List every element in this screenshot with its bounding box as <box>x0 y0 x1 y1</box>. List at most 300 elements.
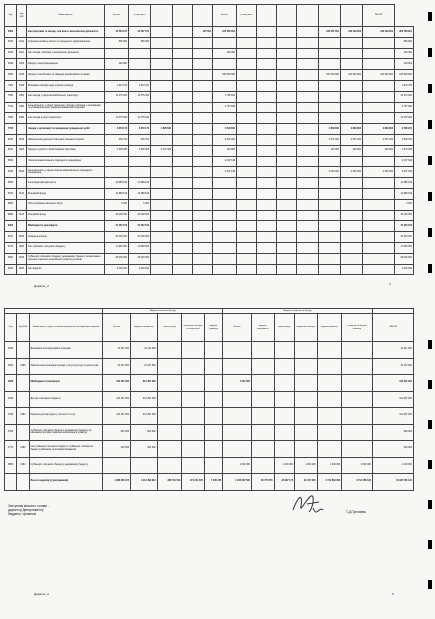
bottom-sheet-footer-right: 5 <box>392 592 394 596</box>
group-header-general-fund: Видатки загального фонду <box>103 309 223 314</box>
amount-cell: 4 879 172 <box>105 124 129 135</box>
amount-cell <box>297 145 319 156</box>
amount-cell <box>193 167 213 178</box>
amount-cell: 300 000 <box>372 441 413 458</box>
amount-cell <box>151 102 173 113</box>
amount-cell <box>319 188 341 199</box>
amount-cell <box>257 167 277 178</box>
program-name-cell: Інші субвенції з місцевого бюджету. Субвенція з обласного бюджету районним та місцевим бюджетам <box>29 441 103 458</box>
program-name-cell: Інші заходи у сфері автомобільного транспорту <box>27 91 105 102</box>
amount-cell <box>257 37 277 48</box>
amount-cell <box>297 242 319 253</box>
amount-cell <box>274 375 294 392</box>
amount-cell: 313 497 000 <box>103 408 131 425</box>
scan-marker <box>428 580 432 589</box>
amount-cell <box>173 70 193 81</box>
amount-cell <box>363 156 395 167</box>
amount-cell <box>341 156 363 167</box>
amount-cell <box>277 221 297 232</box>
amount-cell <box>251 358 274 375</box>
amount-cell <box>363 199 395 210</box>
amount-cell <box>363 59 395 70</box>
table-row <box>5 167 414 178</box>
amount-cell <box>157 457 182 474</box>
program-code-cell: 9100 <box>5 391 17 408</box>
column-header: оплата праці <box>274 314 294 342</box>
amount-cell <box>105 156 129 167</box>
fkv-code-cell: 0133 <box>17 134 27 145</box>
table-row <box>5 27 414 38</box>
amount-cell <box>213 188 237 199</box>
amount-cell: 336 700 <box>105 134 129 145</box>
handwritten-signature <box>289 490 329 520</box>
program-code-cell: 9110 <box>5 232 17 243</box>
table-row <box>5 253 414 264</box>
amount-cell: 1 813 700 <box>105 80 129 91</box>
amount-cell <box>297 167 319 178</box>
amount-cell: 1 813 700 <box>129 80 151 91</box>
amount-cell <box>257 242 277 253</box>
fkv-code-cell <box>17 424 29 441</box>
table-row <box>5 37 414 48</box>
amount-cell <box>341 37 363 48</box>
program-name-cell: Міжбюджетні трансферти <box>27 221 105 232</box>
amount-cell <box>341 242 363 253</box>
amount-cell <box>193 134 213 145</box>
amount-cell: 22 437 500 <box>103 358 131 375</box>
amount-cell <box>294 358 317 375</box>
amount-cell <box>193 145 213 156</box>
scan-marker <box>428 500 432 509</box>
amount-cell <box>277 102 297 113</box>
amount-cell <box>319 91 341 102</box>
program-name-cell: Інші видатки <box>27 264 105 275</box>
program-name-cell: Заходи із запобігання та ліквідації надзвичайних ситуацій <box>27 70 105 81</box>
fkv-code-cell: 0180 <box>17 358 29 375</box>
amount-cell <box>173 102 193 113</box>
amount-cell <box>151 70 173 81</box>
amount-cell <box>297 91 319 102</box>
amount-cell <box>251 408 274 425</box>
amount-cell: 2 757 669 <box>395 102 414 113</box>
amount-cell <box>297 124 319 135</box>
amount-cell: 800 000 <box>372 424 413 441</box>
amount-cell: 836 000 <box>395 37 414 48</box>
amount-cell <box>257 199 277 210</box>
amount-cell <box>204 375 222 392</box>
amount-cell <box>319 178 341 189</box>
column-header: оплата праці <box>157 314 182 342</box>
table-row <box>5 199 414 210</box>
amount-cell: 2 007 649 <box>395 156 414 167</box>
amount-cell <box>182 375 205 392</box>
amount-cell: 2 049 000 <box>319 167 341 178</box>
scan-marker <box>428 192 432 201</box>
amount-cell <box>297 253 319 264</box>
program-name-cell: Резервний фонд <box>27 188 105 199</box>
amount-cell <box>257 188 277 199</box>
amount-cell: 3 714 458 313 <box>342 474 373 491</box>
amount-cell: 1 000 000 <box>372 457 413 474</box>
amount-cell <box>251 375 274 392</box>
amount-cell: 183 549 900 <box>319 70 341 81</box>
program-code-cell: 3630 <box>5 48 17 59</box>
scan-marker <box>428 264 432 273</box>
amount-cell <box>341 210 363 221</box>
amount-cell <box>342 408 373 425</box>
amount-cell: 28 000 000 <box>105 253 129 264</box>
program-code-cell: 3640 <box>5 59 17 70</box>
column-header: видатки споживання <box>251 314 274 342</box>
amount-cell <box>257 124 277 135</box>
amount-cell <box>173 253 193 264</box>
amount-cell <box>151 264 173 275</box>
amount-cell <box>277 178 297 189</box>
amount-cell <box>251 391 274 408</box>
amount-cell <box>151 199 173 210</box>
amount-cell: 166 449 000 <box>363 27 395 38</box>
amount-cell <box>105 167 129 178</box>
amount-cell <box>129 59 151 70</box>
amount-cell: 313 497 000 <box>131 408 158 425</box>
amount-cell <box>294 342 317 359</box>
amount-cell <box>319 37 341 48</box>
amount-cell <box>182 424 205 441</box>
amount-cell: 280 791 519 <box>157 474 182 491</box>
fkv-code-cell: 0490 <box>17 113 27 124</box>
amount-cell: 5 000 <box>129 199 151 210</box>
amount-cell: 7 345 200 <box>204 474 222 491</box>
amount-cell <box>213 199 237 210</box>
program-code-cell: 8900 <box>5 210 17 221</box>
table-row <box>5 232 414 243</box>
amount-cell: 1 000 000 <box>317 457 342 474</box>
program-code-cell: 7500 <box>5 91 17 102</box>
amount-cell <box>193 70 213 81</box>
signature-title-line2: директор Департаменту <box>8 508 44 512</box>
table-row <box>5 145 414 156</box>
amount-cell: 14 888 619 <box>129 188 151 199</box>
amount-cell: 183 549 900 <box>363 70 395 81</box>
column-header: Найменування <box>27 5 105 27</box>
amount-cell <box>363 264 395 275</box>
amount-cell <box>173 221 193 232</box>
amount-cell <box>223 342 252 359</box>
table-row <box>5 91 414 102</box>
amount-cell <box>105 70 129 81</box>
fkv-code-cell <box>17 474 29 491</box>
amount-cell: 2 049 000 <box>341 167 363 178</box>
amount-cell <box>173 210 193 221</box>
amount-cell: 1 000 000 <box>223 457 252 474</box>
table-row <box>5 210 414 221</box>
amount-cell: 313 497 000 <box>103 391 131 408</box>
amount-cell <box>317 441 342 458</box>
amount-cell <box>129 48 151 59</box>
amount-cell <box>204 457 222 474</box>
amount-cell <box>341 221 363 232</box>
amount-cell <box>257 221 277 232</box>
column-header: Всього <box>223 314 252 342</box>
amount-cell <box>223 424 252 441</box>
column-header: Код ФКВ <box>17 5 27 27</box>
amount-cell <box>297 178 319 189</box>
amount-cell <box>173 27 193 38</box>
program-name-cell: Заходи з енергозбереження <box>27 59 105 70</box>
amount-cell <box>297 156 319 167</box>
program-code-cell: 7700 <box>5 124 17 135</box>
table-row <box>5 391 414 408</box>
program-name-cell: Субвенція з місцевого бюджету державному бюджету <box>29 457 103 474</box>
amount-cell <box>257 210 277 221</box>
amount-cell <box>297 37 319 48</box>
amount-cell <box>342 391 373 408</box>
amount-cell: 185 549 900 <box>213 70 237 81</box>
amount-cell <box>193 232 213 243</box>
amount-cell: 17 890 000 <box>395 242 414 253</box>
column-header: комунальні послуги <box>294 314 317 342</box>
signature-block <box>8 504 49 516</box>
amount-cell <box>342 424 373 441</box>
amount-cell <box>213 221 237 232</box>
amount-cell <box>223 408 252 425</box>
amount-cell <box>277 242 297 253</box>
scan-marker <box>428 540 432 549</box>
program-code-cell: 8300 <box>5 156 17 167</box>
amount-cell <box>173 156 193 167</box>
amount-cell <box>105 102 129 113</box>
amount-cell <box>237 145 257 156</box>
amount-cell <box>251 424 274 441</box>
amount-cell <box>157 408 182 425</box>
amount-cell <box>237 37 257 48</box>
amount-cell: 125 000 <box>319 145 341 156</box>
amount-cell: 40 000 000 <box>395 210 414 221</box>
amount-cell <box>257 80 277 91</box>
amount-cell <box>237 188 257 199</box>
program-name-cell: Інші заходи в галузі транспорту <box>27 113 105 124</box>
amount-cell <box>193 48 213 59</box>
scan-marker <box>428 420 432 429</box>
amount-cell <box>363 221 395 232</box>
program-name-cell: Інша діяльність у сфері транспорту. Заходи, пов'язані з організацією та утриманням доріг, наданням фінансової підтримки <box>27 102 105 113</box>
amount-cell <box>237 167 257 178</box>
amount-cell <box>129 70 151 81</box>
amount-cell <box>363 232 395 243</box>
amount-cell <box>297 134 319 145</box>
amount-cell <box>341 253 363 264</box>
program-code-cell: 8110 <box>5 145 17 156</box>
amount-cell <box>204 358 222 375</box>
fkv-code-cell: 0180 <box>17 264 27 275</box>
amount-cell: 14 888 619 <box>105 178 129 189</box>
program-name-cell: Міжбюджетні трансферти <box>29 375 103 392</box>
program-name-cell: Реверсна дотація (дата у частині 3.1 та 4) <box>29 408 103 425</box>
amount-cell: 1 795 600 <box>213 91 237 102</box>
fkv-code-cell: 0451 <box>17 91 27 102</box>
column-header <box>151 5 173 27</box>
amount-cell: 183 549 900 <box>395 70 414 81</box>
amount-cell: 20 000 000 <box>105 232 129 243</box>
amount-cell: 17 890 000 <box>105 242 129 253</box>
program-name-cell: Всього видатків (з урахуванням) <box>29 474 103 491</box>
table-row <box>5 358 414 375</box>
amount-cell <box>257 113 277 124</box>
column-header: Код ФКВ <box>17 314 29 342</box>
amount-cell: 313 497 000 <box>372 391 413 408</box>
amount-cell <box>237 48 257 59</box>
amount-cell <box>257 91 277 102</box>
amount-cell <box>129 102 151 113</box>
bottom-sheet <box>4 308 414 598</box>
amount-cell: 800 000 <box>103 424 131 441</box>
program-name-cell: Інша діяльність у сфері охорони навколишнього природного середовища <box>27 167 105 178</box>
amount-cell: 40 000 000 <box>105 210 129 221</box>
amount-cell <box>204 441 222 458</box>
amount-cell <box>204 391 222 408</box>
amount-cell <box>151 27 173 38</box>
amount-cell <box>277 48 297 59</box>
amount-cell <box>251 342 274 359</box>
amount-cell: 1 000 000 <box>294 457 317 474</box>
amount-cell <box>363 253 395 264</box>
amount-cell <box>277 145 297 156</box>
program-name-cell: Заходи з організації та проведення громадських робіт <box>27 124 105 135</box>
amount-cell <box>213 59 237 70</box>
amount-cell <box>319 59 341 70</box>
bottom-header-row <box>5 314 414 342</box>
column-header: у тому числі <box>129 5 151 27</box>
program-code-cell: 9700 <box>5 424 17 441</box>
amount-cell: 4 571 000 <box>363 134 395 145</box>
amount-cell: 1 000 000 <box>342 457 373 474</box>
amount-cell <box>193 59 213 70</box>
amount-cell <box>297 210 319 221</box>
amount-cell <box>151 134 173 145</box>
amount-cell <box>257 59 277 70</box>
amount-cell <box>173 37 193 48</box>
amount-cell <box>319 221 341 232</box>
amount-cell <box>193 178 213 189</box>
amount-cell <box>297 80 319 91</box>
amount-cell <box>257 48 277 59</box>
column-header: Код <box>5 314 17 342</box>
amount-cell <box>157 424 182 441</box>
amount-cell <box>182 457 205 474</box>
amount-cell: 193 000 <box>105 59 129 70</box>
amount-cell <box>277 27 297 38</box>
bottom-sheet-footer-left: Додаток_3 <box>34 592 49 596</box>
amount-cell <box>297 232 319 243</box>
amount-cell <box>213 253 237 264</box>
amount-cell <box>193 80 213 91</box>
program-code-cell: 9770 <box>5 242 17 253</box>
amount-cell <box>213 113 237 124</box>
amount-cell <box>317 408 342 425</box>
amount-cell: 2 007 649 <box>213 156 237 167</box>
fkv-code-cell: 0540 <box>17 167 27 178</box>
amount-cell <box>341 59 363 70</box>
amount-cell <box>341 80 363 91</box>
program-code-cell: 9810 <box>5 264 17 275</box>
amount-cell <box>173 188 193 199</box>
amount-cell: 4 839 800 <box>363 124 395 135</box>
amount-cell: 166 251 501 <box>319 27 341 38</box>
amount-cell <box>277 188 297 199</box>
amount-cell: 11 475 000 <box>105 91 129 102</box>
amount-cell <box>151 48 173 59</box>
amount-cell <box>277 124 297 135</box>
program-name-cell: Охорона навколишнього природного середовища <box>27 156 105 167</box>
amount-cell <box>237 59 257 70</box>
signature-title-line1: Заступник міського голови - <box>8 504 49 508</box>
amount-cell <box>363 102 395 113</box>
scan-marker <box>428 228 432 237</box>
amount-cell: 11 475 000 <box>129 113 151 124</box>
amount-cell: 14 888 619 <box>395 188 414 199</box>
amount-cell: 13 270 600 <box>395 91 414 102</box>
amount-cell <box>319 102 341 113</box>
amount-cell: 4 538 365 <box>105 145 129 156</box>
fkv-code-cell: 0133 <box>17 210 27 221</box>
amount-cell <box>317 375 342 392</box>
amount-cell: 1 000 000 <box>274 457 294 474</box>
amount-cell <box>363 48 395 59</box>
amount-cell: 300 000 <box>131 441 158 458</box>
amount-cell: 107 000 <box>193 27 213 38</box>
amount-cell <box>237 124 257 135</box>
amount-cell <box>237 242 257 253</box>
amount-cell <box>193 156 213 167</box>
amount-cell: 5 000 <box>395 199 414 210</box>
program-code-cell: 9110 <box>5 408 17 425</box>
amount-cell <box>157 342 182 359</box>
amount-cell <box>173 199 193 210</box>
fkv-code-cell: 0180 <box>17 232 27 243</box>
amount-cell: 1 000 000 <box>223 375 252 392</box>
table-row <box>5 221 414 232</box>
program-code-cell: 8700 <box>5 188 17 199</box>
amount-cell: 22 411 500 <box>103 342 131 359</box>
table-row <box>5 70 414 81</box>
program-name-cell: Виконання Антикорупційної програми <box>29 342 103 359</box>
amount-cell <box>237 70 257 81</box>
amount-cell <box>173 91 193 102</box>
program-code-cell: 7520 <box>5 113 17 124</box>
amount-cell <box>204 408 222 425</box>
amount-cell <box>193 113 213 124</box>
amount-cell <box>237 253 257 264</box>
column-header <box>297 5 319 27</box>
amount-cell <box>151 232 173 243</box>
amount-cell <box>237 102 257 113</box>
amount-cell <box>182 408 205 425</box>
amount-cell <box>257 27 277 38</box>
amount-cell <box>277 113 297 124</box>
amount-cell: 2 007 649 <box>213 167 237 178</box>
amount-cell <box>193 199 213 210</box>
amount-cell <box>294 391 317 408</box>
amount-cell <box>151 242 173 253</box>
fkv-code-cell <box>17 221 27 232</box>
program-name-cell: Виконання заходів щодо охорони природи <box>27 80 105 91</box>
amount-cell <box>182 342 205 359</box>
amount-cell <box>151 91 173 102</box>
table-row <box>5 441 414 458</box>
amount-cell: 314 497 000 <box>131 375 158 392</box>
amount-cell <box>274 441 294 458</box>
amount-cell <box>151 113 173 124</box>
